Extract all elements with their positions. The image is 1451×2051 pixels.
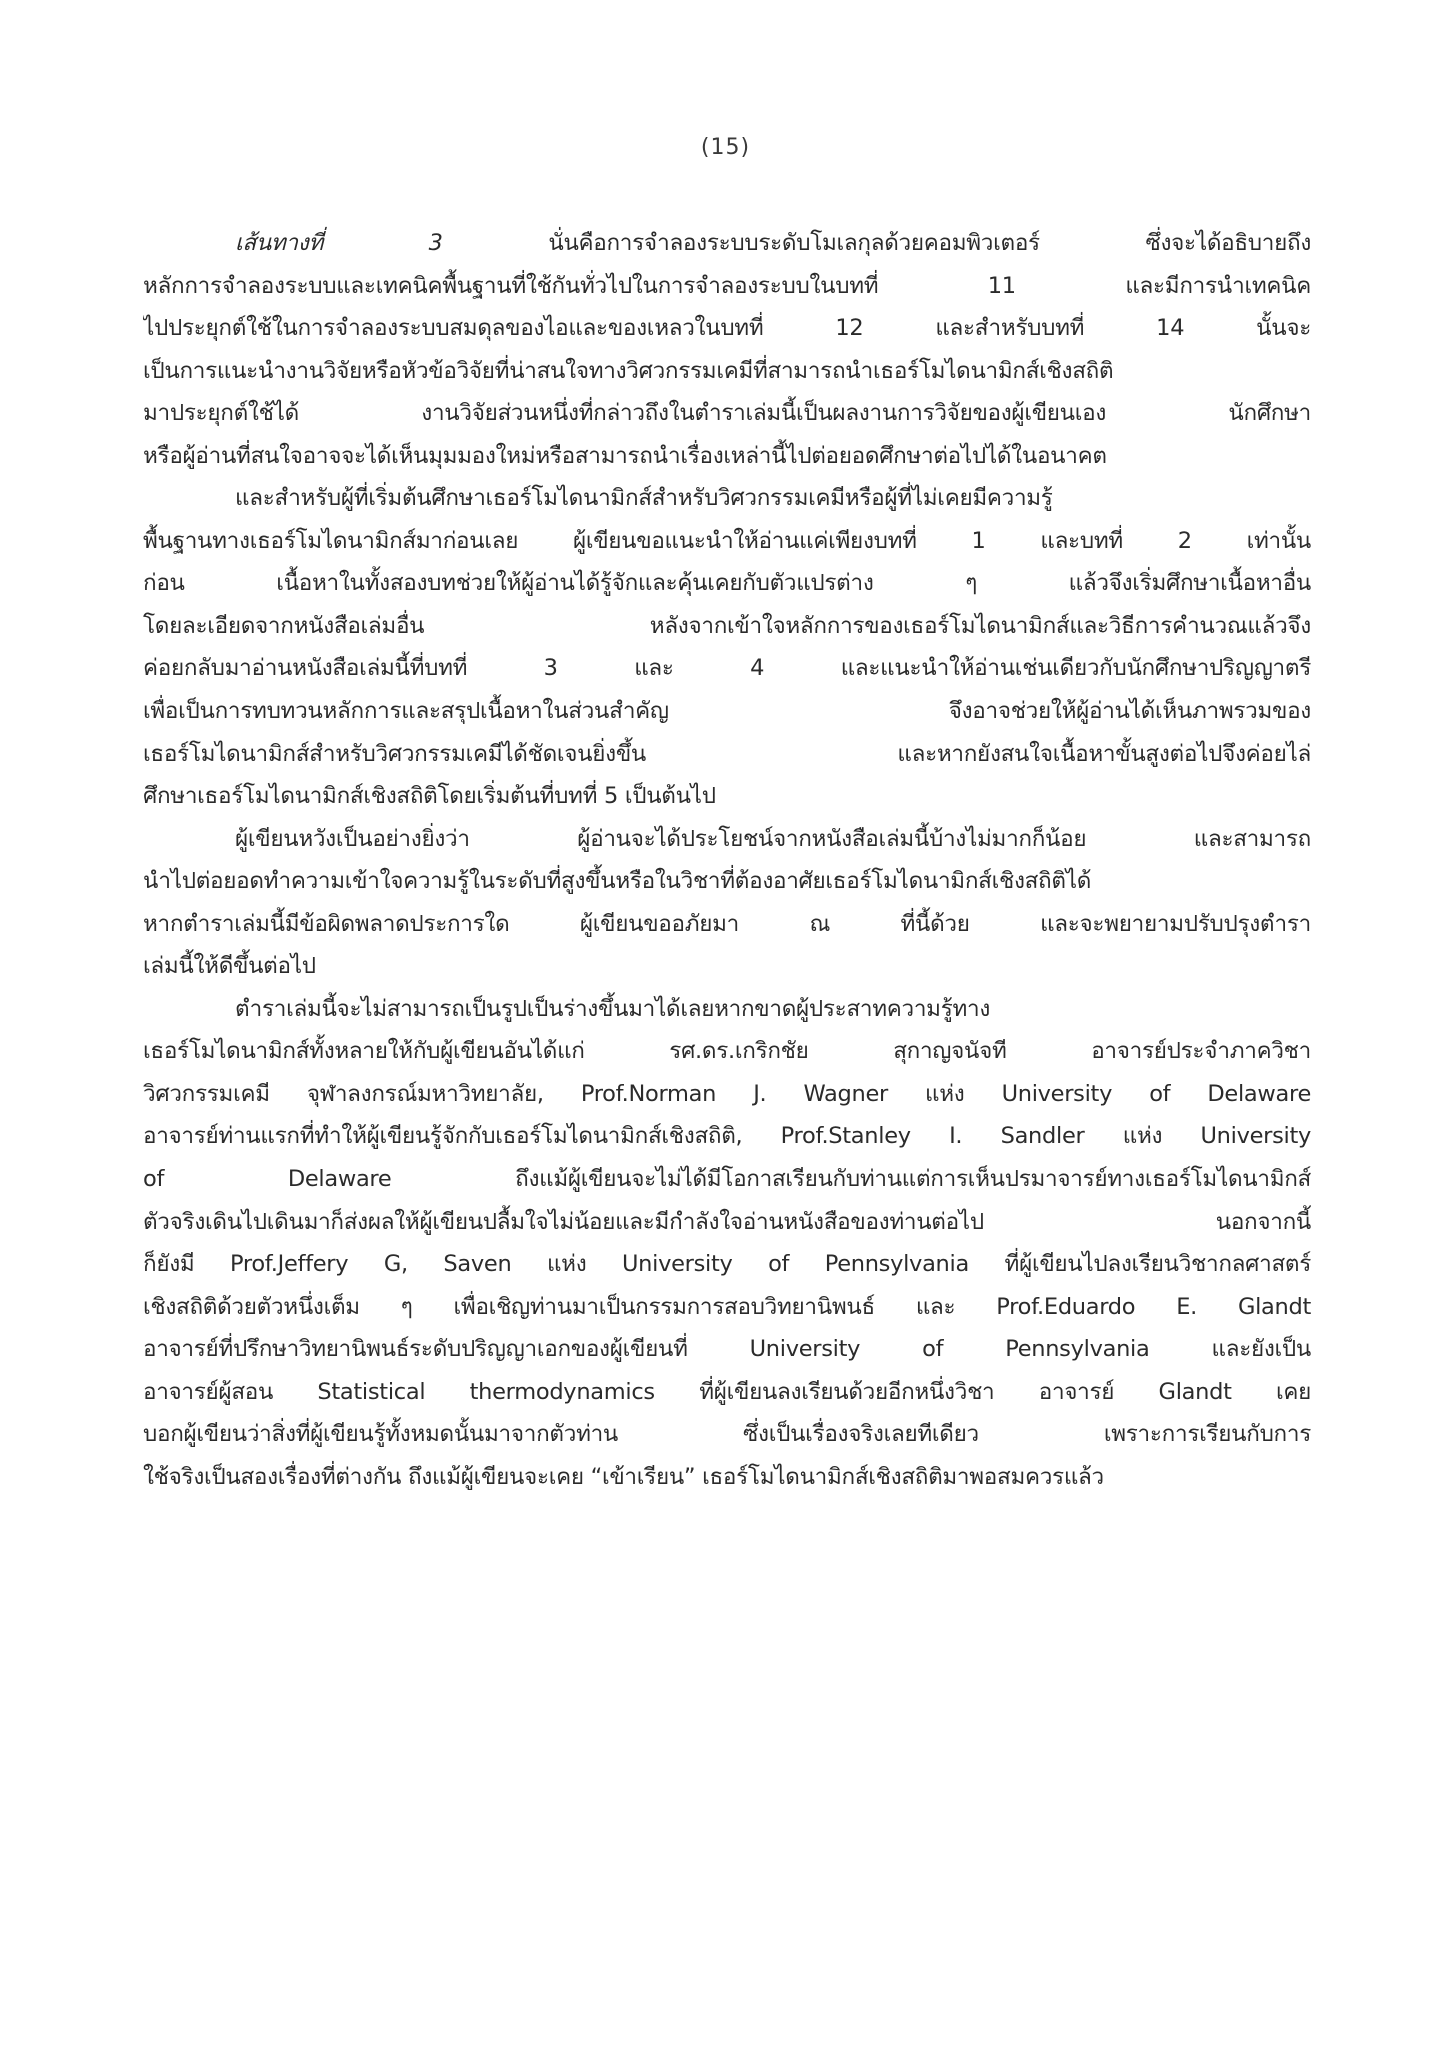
text-line: ศึกษาเธอร์โมไดนามิกส์เชิงสถิติโดยเริ่มต้นที่บทที่ 5 เป็นต้นไป xyxy=(143,783,716,810)
italic-lead-text: เส้นทางที่ 3 xyxy=(235,230,443,256)
text-line: ค่อยกลับมาอ่านหนังสือเล่มนี้ที่บทที่ 3 และ 4 และแนะนำให้อ่านเช่นเดียวกับนักศึกษาปริญญาตรี xyxy=(143,655,1311,682)
page-number: (15) xyxy=(700,135,751,160)
text-line: หรือผู้อ่านที่สนใจอาจจะได้เห็นมุมมองใหม่หรือสามารถนำเรื่องเหล่านี้ไปต่อยอดศึกษาต่อไปได้ในอนาคต xyxy=(143,442,1107,469)
text-line xyxy=(143,222,1311,265)
text-line: อาจารย์ที่ปรึกษาวิทยานิพนธ์ระดับปริญญาเอกของผู้เขียนที่ University of Pennsylvania และยังเป็น xyxy=(143,1336,1311,1363)
text-line: และสำหรับผู้ที่เริ่มต้นศึกษาเธอร์โมไดนามิกส์สำหรับวิศวกรรมเคมีหรือผู้ที่ไม่เคยมีความรู้ xyxy=(235,485,1053,512)
paragraph xyxy=(143,818,1311,988)
text-line: เชิงสถิติด้วยตัวหนึ่งเต็ม ๆ เพื่อเชิญท่านมาเป็นกรรมการสอบวิทยานิพนธ์ และ Prof.Eduardo E. Glandt xyxy=(143,1293,1311,1320)
text-line: ก็ยังมี Prof.Jeffery G, Saven แห่ง University of Pennsylvania ที่ผู้เขียนไปลงเรียนวิชากลศาสตร์ xyxy=(143,1251,1311,1278)
paragraph xyxy=(143,477,1311,817)
text-line: เพื่อเป็นการทบทวนหลักการและสรุปเนื้อหาในส่วนสำคัญ จึงอาจช่วยให้ผู้อ่านได้เห็นภาพรวมของ xyxy=(143,698,1311,725)
text-line: โดยละเอียดจากหนังสือเล่มอื่น หลังจากเข้าใจหลักการของเธอร์โมไดนามิกส์และวิธีการคำนวณแล้วจึง xyxy=(143,612,1311,639)
text-line: บอกผู้เขียนว่าสิ่งที่ผู้เขียนรู้ทั้งหมดนั้นมาจากตัวท่าน ซึ่งเป็นเรื่องจริงเลยทีเดียว เพราะการเรียนกับการ xyxy=(143,1421,1311,1448)
text-line: อาจารย์ท่านแรกที่ทำให้ผู้เขียนรู้จักกับเธอร์โมไดนามิกส์เชิงสถิติ, Prof.Stanley I. Sandler แห่ง University xyxy=(143,1123,1311,1150)
body-text xyxy=(143,222,1311,1498)
text-line: วิศวกรรมเคมี จุฬาลงกรณ์มหาวิทยาลัย, Prof.Norman J. Wagner แห่ง University of Delaware xyxy=(143,1080,1311,1107)
line-text: นั่นคือการจำลองระบบระดับโมเลกุลด้วยคอมพิวเตอร์ ซึ่งจะได้อธิบายถึง xyxy=(442,230,1311,256)
text-line: เธอร์โมไดนามิกส์สำหรับวิศวกรรมเคมีได้ชัดเจนยิ่งขึ้น และหากยังสนใจเนื้อหาขั้นสูงต่อไปจึงค่อยไล่ xyxy=(143,740,1311,767)
paragraph xyxy=(143,222,1311,477)
text-line: ตำราเล่มนี้จะไม่สามารถเป็นรูปเป็นร่างขึ้นมาได้เลยหากขาดผู้ประสาทความรู้ทาง xyxy=(235,995,991,1022)
text-line: เป็นการแนะนำงานวิจัยหรือหัวข้อวิจัยที่น่าสนใจทางวิศวกรรมเคมีที่สามารถนำเธอร์โมไดนามิกส์เชิงสถิติ xyxy=(143,357,1114,384)
text-line: หลักการจำลองระบบและเทคนิคพื้นฐานที่ใช้กันทั่วไปในการจำลองระบบในบทที่ 11 และมีการนำเทคนิค xyxy=(143,272,1311,299)
text-line: เธอร์โมไดนามิกส์ทั้งหลายให้กับผู้เขียนอันได้แก่ รศ.ดร.เกริกชัย สุกาญจนัจที อาจารย์ประจำภาควิชา xyxy=(143,1038,1311,1065)
text-line: ไปประยุกต์ใช้ในการจำลองระบบสมดุลของไอและของเหลวในบทที่ 12 และสำหรับบทที่ 14 นั้นจะ xyxy=(143,315,1311,342)
text-line: อาจารย์ผู้สอน Statistical thermodynamics ที่ผู้เขียนลงเรียนด้วยอีกหนึ่งวิชา อาจารย์ Glandt เคย xyxy=(143,1378,1311,1405)
text-line: หากตำราเล่มนี้มีข้อผิดพลาดประการใด ผู้เขียนขออภัยมา ณ ที่นี้ด้วย และจะพยายามปรับปรุงตำรา xyxy=(143,910,1311,937)
text-line: ตัวจริงเดินไปเดินมาก็ส่งผลให้ผู้เขียนปลื้มใจไม่น้อยและมีกำลังใจอ่านหนังสือของท่านต่อไป นอกจากนี้ xyxy=(143,1208,1311,1235)
text-line: ผู้เขียนหวังเป็นอย่างยิ่งว่า ผู้อ่านจะได้ประโยชน์จากหนังสือเล่มนี้บ้างไม่มากก็น้อย และสามารถ xyxy=(235,825,1311,852)
text-line: นำไปต่อยอดทำความเข้าใจความรู้ในระดับที่สูงขึ้นหรือในวิชาที่ต้องอาศัยเธอร์โมไดนามิกส์เชิงสถิติได้ xyxy=(143,868,1092,895)
text-line: ใช้จริงเป็นสองเรื่องที่ต่างกัน ถึงแม้ผู้เขียนจะเคย “เข้าเรียน” เธอร์โมไดนามิกส์เชิงสถิติมาพอสมควรแล้ว xyxy=(143,1463,1104,1490)
text-line: ก่อน เนื้อหาในทั้งสองบทช่วยให้ผู้อ่านได้รู้จักและคุ้นเคยกับตัวแปรต่าง ๆ แล้วจึงเริ่มศึกษาเนื้อหาอื่น xyxy=(143,570,1311,597)
text-line: พื้นฐานทางเธอร์โมไดนามิกส์มาก่อนเลย ผู้เขียนขอแนะนำให้อ่านแค่เพียงบทที่ 1 และบทที่ 2 เท่านั้น xyxy=(143,527,1311,554)
paragraph xyxy=(143,988,1311,1499)
text-line: of Delaware ถึงแม้ผู้เขียนจะไม่ได้มีโอกาสเรียนกับท่านแต่การเห็นปรมาจารย์ทางเธอร์โมไดนามิกส์ xyxy=(143,1166,1311,1193)
text-line: เล่มนี้ให้ดีขึ้นต่อไป xyxy=(143,953,316,980)
text-line: มาประยุกต์ใช้ได้ งานวิจัยส่วนหนึ่งที่กล่าวถึงในตำราเล่มนี้เป็นผลงานการวิจัยของผู้เขียนเอง นักศึกษา xyxy=(143,400,1311,427)
